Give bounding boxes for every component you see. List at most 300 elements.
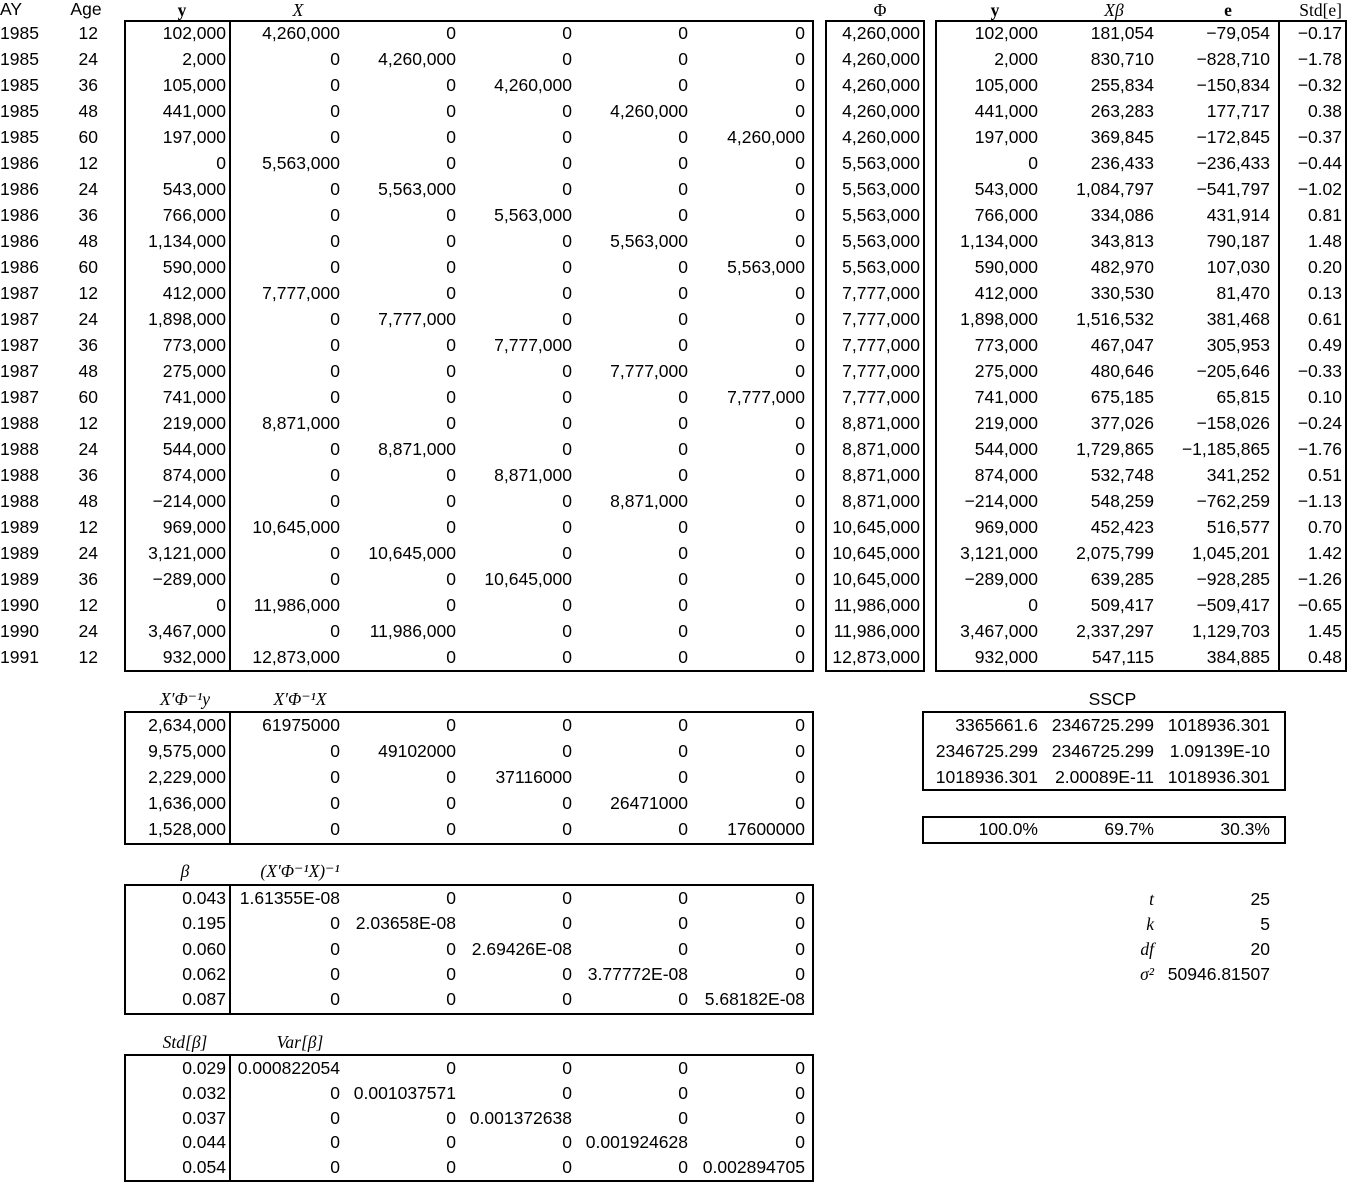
row-x-cell: 4,260,000 <box>494 75 572 95</box>
row-x-cell: 0 <box>562 309 572 329</box>
row-age: 36 <box>78 335 98 355</box>
row-e: −205,646 <box>1196 361 1270 381</box>
col-header-phi: Φ <box>873 0 887 20</box>
xtphi-mat-cell: 0 <box>562 793 572 813</box>
beta-mat-label: (X′Φ⁻¹X)⁻¹ <box>260 861 340 881</box>
row-x-cell: 0 <box>795 465 805 485</box>
row-y: 219,000 <box>162 413 226 433</box>
row-xbeta: 830,710 <box>1090 49 1154 69</box>
row-age: 24 <box>78 49 98 69</box>
row-age: 24 <box>78 543 98 563</box>
row-xbeta: 675,185 <box>1090 387 1154 407</box>
row-e: 1,129,703 <box>1192 621 1270 641</box>
std-beta-mat-cell: 0.001924628 <box>585 1132 688 1153</box>
row-xbeta: 377,026 <box>1090 413 1154 433</box>
col-header-ay: AY <box>0 0 23 19</box>
std-beta-mat-cell: 0 <box>330 1157 340 1178</box>
row-e: 107,030 <box>1206 257 1270 277</box>
row-x-cell: 0 <box>795 621 805 641</box>
xtphi-mat-cell: 0 <box>795 741 805 761</box>
row-xbeta: 330,530 <box>1090 283 1154 303</box>
row-e: 431,914 <box>1206 205 1270 225</box>
row-std-e: −0.37 <box>1297 127 1342 147</box>
row-phi: 4,260,000 <box>842 101 920 121</box>
xtphi-mat-cell: 0 <box>330 767 340 787</box>
row-x-cell: 8,871,000 <box>378 439 456 459</box>
std-beta-mat-cell: 0 <box>678 1058 688 1078</box>
xtphi-mat-cell: 0 <box>678 715 688 735</box>
row-x-cell: 0 <box>795 335 805 355</box>
row-x-cell: 0 <box>562 517 572 537</box>
row-phi: 8,871,000 <box>842 465 920 485</box>
sscp-cell: 2346725.299 <box>1051 741 1154 761</box>
row-x-cell: 7,777,000 <box>262 283 340 303</box>
row-std-e: −1.76 <box>1297 439 1342 459</box>
row-x-cell: 0 <box>330 257 340 277</box>
std-beta-mat-cell: 0 <box>446 1157 456 1178</box>
xtphi-vec-label: X′Φ⁻¹y <box>159 689 211 709</box>
row-x-cell: 5,563,000 <box>494 205 572 225</box>
sscp-pct-cell: 30.3% <box>1220 819 1270 839</box>
row-y: 3,121,000 <box>148 543 226 563</box>
xtphi-mat-cell: 0 <box>446 819 456 839</box>
std-beta-mat-cell: 0 <box>330 1107 340 1128</box>
xtphi-mat-cell: 0 <box>678 741 688 761</box>
xtphi-mat-cell: 49102000 <box>378 741 456 761</box>
row-x-cell: 0 <box>446 647 456 667</box>
row-x-cell: 0 <box>562 621 572 641</box>
std-beta-vec-cell: 0.037 <box>182 1107 226 1128</box>
row-phi: 4,260,000 <box>842 49 920 69</box>
beta-mat-cell: 2.03658E-08 <box>355 913 456 934</box>
std-beta-vec-cell: 0.044 <box>182 1132 226 1153</box>
row-ay: 1987 <box>0 335 39 355</box>
row-x-cell: 0 <box>562 127 572 147</box>
row-x-cell: 7,777,000 <box>378 309 456 329</box>
row-age: 24 <box>78 621 98 641</box>
row-x-cell: 0 <box>446 361 456 381</box>
row-std-e: −1.13 <box>1297 491 1342 511</box>
beta-mat-cell: 0 <box>330 913 340 934</box>
row-phi: 8,871,000 <box>842 413 920 433</box>
row-xbeta: 452,423 <box>1090 517 1154 537</box>
col-header-x: X <box>292 0 304 20</box>
row-x-cell: 0 <box>446 153 456 173</box>
row-xbeta: 639,285 <box>1090 569 1154 589</box>
sscp-cell: 1018936.301 <box>1167 715 1270 735</box>
row-e: −509,417 <box>1196 595 1270 615</box>
row-std-e: 0.10 <box>1307 387 1342 407</box>
row-age: 36 <box>78 569 98 589</box>
row-e: 81,470 <box>1216 283 1270 303</box>
row-y2: 412,000 <box>974 283 1038 303</box>
row-y: 2,000 <box>182 49 226 69</box>
row-y2: −289,000 <box>964 569 1038 589</box>
results-divider <box>1278 20 1280 672</box>
beta-mat-cell: 0 <box>446 989 456 1010</box>
std-beta-mat-cell: 0 <box>795 1082 805 1103</box>
row-y2: 3,467,000 <box>960 621 1038 641</box>
row-ay: 1988 <box>0 439 39 459</box>
stat-label: k <box>1146 914 1154 934</box>
beta-vec-cell: 0.060 <box>182 938 226 959</box>
xtphi-mat-cell: 0 <box>795 767 805 787</box>
row-xbeta: 236,433 <box>1090 153 1154 173</box>
row-phi: 10,645,000 <box>832 543 920 563</box>
row-ay: 1985 <box>0 49 39 69</box>
row-x-cell: 0 <box>678 335 688 355</box>
row-x-cell: 0 <box>446 413 456 433</box>
xtphi-mat-cell: 0 <box>678 819 688 839</box>
row-ay: 1985 <box>0 127 39 147</box>
row-x-cell: 0 <box>330 127 340 147</box>
row-e: −828,710 <box>1196 49 1270 69</box>
row-std-e: −0.33 <box>1297 361 1342 381</box>
beta-mat-cell: 0 <box>678 913 688 934</box>
row-age: 24 <box>78 309 98 329</box>
row-std-e: −1.78 <box>1297 49 1342 69</box>
row-ay: 1990 <box>0 621 39 641</box>
row-x-cell: 0 <box>678 283 688 303</box>
row-xbeta: 480,646 <box>1090 361 1154 381</box>
row-ay: 1986 <box>0 257 39 277</box>
row-std-e: −0.65 <box>1297 595 1342 615</box>
row-y: 197,000 <box>162 127 226 147</box>
row-std-e: 0.49 <box>1307 335 1342 355</box>
row-y: 932,000 <box>162 647 226 667</box>
row-y: 102,000 <box>162 23 226 43</box>
row-ay: 1991 <box>0 647 39 667</box>
std-beta-mat-cell: 0 <box>678 1082 688 1103</box>
row-y2: 543,000 <box>974 179 1038 199</box>
row-xbeta: 369,845 <box>1090 127 1154 147</box>
beta-vec-cell: 0.062 <box>182 963 226 984</box>
xtphi-mat-cell: 0 <box>330 819 340 839</box>
row-x-cell: 0 <box>562 413 572 433</box>
xtphi-mat-cell: 0 <box>562 741 572 761</box>
row-age: 12 <box>78 595 98 615</box>
stat-value: 25 <box>1250 889 1270 909</box>
row-phi: 10,645,000 <box>832 569 920 589</box>
row-xbeta: 1,516,532 <box>1076 309 1154 329</box>
row-y2: 1,898,000 <box>960 309 1038 329</box>
beta-vec-cell: 0.195 <box>182 913 226 934</box>
row-age: 12 <box>78 23 98 43</box>
row-y2: 102,000 <box>974 23 1038 43</box>
row-y: 1,134,000 <box>148 231 226 251</box>
std-beta-mat-cell: 0 <box>446 1107 456 1128</box>
row-x-cell: 0 <box>330 569 340 589</box>
row-x-cell: 8,871,000 <box>262 413 340 433</box>
row-y2: 2,000 <box>994 49 1038 69</box>
row-x-cell: 0 <box>446 595 456 615</box>
row-age: 60 <box>78 127 98 147</box>
row-std-e: 0.70 <box>1307 517 1342 537</box>
row-x-cell: 0 <box>678 595 688 615</box>
row-age: 60 <box>78 387 98 407</box>
row-std-e: 1.48 <box>1307 231 1342 251</box>
row-x-cell: 0 <box>562 595 572 615</box>
row-x-cell: 7,777,000 <box>610 361 688 381</box>
row-ay: 1985 <box>0 23 39 43</box>
row-phi: 4,260,000 <box>842 127 920 147</box>
row-x-cell: 4,260,000 <box>378 49 456 69</box>
beta-mat-cell: 0 <box>562 963 572 984</box>
row-x-cell: 0 <box>446 465 456 485</box>
row-e: 384,885 <box>1206 647 1270 667</box>
sscp-cell: 3365661.6 <box>955 715 1038 735</box>
row-std-e: 0.51 <box>1307 465 1342 485</box>
row-y2: −214,000 <box>964 491 1038 511</box>
row-phi: 5,563,000 <box>842 153 920 173</box>
row-e: 341,252 <box>1206 465 1270 485</box>
row-y: −289,000 <box>152 569 226 589</box>
row-x-cell: 0 <box>446 491 456 511</box>
row-ay: 1986 <box>0 205 39 225</box>
row-x-cell: 0 <box>330 101 340 121</box>
row-std-e: 0.20 <box>1307 257 1342 277</box>
std-beta-mat-cell: 0 <box>446 1132 456 1153</box>
row-xbeta: 343,813 <box>1090 231 1154 251</box>
stat-label: t <box>1149 889 1154 909</box>
row-y2: 741,000 <box>974 387 1038 407</box>
row-xbeta: 1,729,865 <box>1076 439 1154 459</box>
row-y: 773,000 <box>162 335 226 355</box>
row-x-cell: 0 <box>562 491 572 511</box>
col-header-xbeta: Xβ <box>1104 0 1124 20</box>
xtphi-mat-cell: 26471000 <box>610 793 688 813</box>
row-x-cell: 4,260,000 <box>727 127 805 147</box>
beta-mat-cell: 0 <box>795 938 805 959</box>
row-phi: 7,777,000 <box>842 361 920 381</box>
beta-mat-cell: 0 <box>562 989 572 1010</box>
row-phi: 10,645,000 <box>832 517 920 537</box>
row-y2: 0 <box>1028 595 1038 615</box>
row-age: 12 <box>78 517 98 537</box>
row-x-cell: 0 <box>562 23 572 43</box>
row-x-cell: 0 <box>562 543 572 563</box>
row-x-cell: 0 <box>795 491 805 511</box>
row-x-cell: 0 <box>446 283 456 303</box>
row-xbeta: 548,259 <box>1090 491 1154 511</box>
row-x-cell: 0 <box>678 569 688 589</box>
row-x-cell: 0 <box>795 595 805 615</box>
std-beta-mat-cell: 0.001372638 <box>469 1107 572 1128</box>
beta-mat-cell: 5.68182E-08 <box>704 989 805 1010</box>
row-y: 766,000 <box>162 205 226 225</box>
xtphi-mat-cell: 37116000 <box>495 767 572 787</box>
row-ay: 1989 <box>0 543 39 563</box>
xtphi-vec-cell: 2,634,000 <box>148 715 226 735</box>
row-std-e: −0.32 <box>1297 75 1342 95</box>
row-x-cell: 0 <box>562 101 572 121</box>
row-e: −79,054 <box>1206 23 1270 43</box>
row-y2: 932,000 <box>974 647 1038 667</box>
col-header-age: Age <box>70 0 102 19</box>
row-y2: 766,000 <box>974 205 1038 225</box>
row-x-cell: 8,871,000 <box>494 465 572 485</box>
row-ay: 1989 <box>0 517 39 537</box>
row-x-cell: 0 <box>562 49 572 69</box>
col-header-y2: y <box>990 0 1000 20</box>
std-beta-vec-cell: 0.032 <box>182 1082 226 1103</box>
std-beta-mat-cell: 0 <box>562 1132 572 1153</box>
beta-mat-cell: 0 <box>330 963 340 984</box>
row-x-cell: 0 <box>678 257 688 277</box>
row-x-cell: 0 <box>330 361 340 381</box>
row-std-e: −0.24 <box>1297 413 1342 433</box>
row-y: −214,000 <box>152 491 226 511</box>
beta-mat-cell: 0 <box>562 888 572 908</box>
beta-mat-cell: 0 <box>795 963 805 984</box>
row-x-cell: 0 <box>446 569 456 589</box>
std-beta-mat-cell: 0 <box>795 1058 805 1078</box>
beta-vec-label: β <box>180 861 190 881</box>
row-ay: 1987 <box>0 387 39 407</box>
xtphi-mat-cell: 0 <box>562 819 572 839</box>
row-xbeta: 263,283 <box>1090 101 1154 121</box>
row-y: 741,000 <box>162 387 226 407</box>
row-std-e: 0.81 <box>1307 205 1342 225</box>
std-beta-mat-cell: 0.002894705 <box>702 1157 805 1178</box>
row-ay: 1987 <box>0 309 39 329</box>
beta-mat-cell: 0 <box>446 938 456 959</box>
xtphi-mat-cell: 0 <box>446 715 456 735</box>
row-ay: 1985 <box>0 101 39 121</box>
row-e: −172,845 <box>1196 127 1270 147</box>
row-x-cell: 0 <box>795 75 805 95</box>
row-phi: 7,777,000 <box>842 283 920 303</box>
row-e: −541,797 <box>1196 179 1270 199</box>
row-x-cell: 0 <box>446 127 456 147</box>
xtphi-mat-cell: 0 <box>330 793 340 813</box>
row-ay: 1986 <box>0 153 39 173</box>
beta-mat-cell: 0 <box>795 913 805 934</box>
row-x-cell: 0 <box>678 153 688 173</box>
row-y: 0 <box>216 595 226 615</box>
row-e: −150,834 <box>1196 75 1270 95</box>
row-y2: 3,121,000 <box>960 543 1038 563</box>
row-e: −762,259 <box>1196 491 1270 511</box>
stat-value: 20 <box>1250 939 1270 959</box>
row-y: 544,000 <box>162 439 226 459</box>
std-beta-vec-label: Std[β] <box>162 1032 208 1052</box>
row-y2: 197,000 <box>974 127 1038 147</box>
stat-value: 5 <box>1260 914 1270 934</box>
row-x-cell: 0 <box>795 413 805 433</box>
row-x-cell: 0 <box>795 309 805 329</box>
row-y: 3,467,000 <box>148 621 226 641</box>
row-x-cell: 0 <box>678 23 688 43</box>
row-xbeta: 547,115 <box>1092 647 1154 667</box>
xtphi-mat-cell: 0 <box>562 715 572 735</box>
row-x-cell: 7,777,000 <box>727 387 805 407</box>
row-x-cell: 5,563,000 <box>610 231 688 251</box>
row-ay: 1986 <box>0 179 39 199</box>
beta-mat-cell: 0 <box>562 913 572 934</box>
row-x-cell: 0 <box>562 387 572 407</box>
row-y2: 0 <box>1028 153 1038 173</box>
row-x-cell: 0 <box>330 205 340 225</box>
row-x-cell: 12,873,000 <box>252 647 340 667</box>
row-ay: 1987 <box>0 361 39 381</box>
row-x-cell: 0 <box>795 543 805 563</box>
row-y: 1,898,000 <box>148 309 226 329</box>
row-phi: 11,986,000 <box>833 595 920 615</box>
std-beta-mat-cell: 0 <box>330 1082 340 1103</box>
row-x-cell: 0 <box>562 153 572 173</box>
xtphi-vec-cell: 1,528,000 <box>148 819 226 839</box>
std-beta-mat-cell: 0 <box>795 1132 805 1153</box>
row-age: 36 <box>78 205 98 225</box>
xtphi-mat-cell: 0 <box>446 793 456 813</box>
row-x-cell: 0 <box>678 465 688 485</box>
beta-mat-cell: 0 <box>446 963 456 984</box>
row-x-cell: 0 <box>795 283 805 303</box>
std-beta-vec-cell: 0.029 <box>182 1058 226 1078</box>
row-ay: 1987 <box>0 283 39 303</box>
row-phi: 7,777,000 <box>842 387 920 407</box>
row-x-cell: 7,777,000 <box>494 335 572 355</box>
row-x-cell: 0 <box>678 127 688 147</box>
row-x-cell: 0 <box>446 335 456 355</box>
stat-label: df <box>1140 939 1154 959</box>
beta-mat-cell: 0 <box>330 989 340 1010</box>
row-ay: 1986 <box>0 231 39 251</box>
row-e: 790,187 <box>1206 231 1270 251</box>
row-x-cell: 0 <box>795 439 805 459</box>
row-x-cell: 0 <box>795 205 805 225</box>
row-x-cell: 0 <box>562 361 572 381</box>
row-x-cell: 0 <box>795 153 805 173</box>
xtphi-mat-cell: 17600000 <box>727 819 805 839</box>
std-beta-mat-cell: 0 <box>446 1058 456 1078</box>
row-x-cell: 0 <box>330 335 340 355</box>
row-age: 60 <box>78 257 98 277</box>
row-std-e: −0.17 <box>1297 23 1342 43</box>
row-std-e: 0.13 <box>1307 283 1342 303</box>
row-x-cell: 0 <box>562 179 572 199</box>
row-y: 441,000 <box>162 101 226 121</box>
row-std-e: 0.61 <box>1307 309 1342 329</box>
row-x-cell: 0 <box>330 387 340 407</box>
row-xbeta: 1,084,797 <box>1076 179 1154 199</box>
row-std-e: −1.02 <box>1297 179 1342 199</box>
row-x-cell: 5,563,000 <box>378 179 456 199</box>
row-phi: 8,871,000 <box>842 491 920 511</box>
row-age: 48 <box>78 101 98 121</box>
sscp-pct-cell: 69.7% <box>1104 819 1154 839</box>
row-x-cell: 0 <box>678 49 688 69</box>
row-x-cell: 0 <box>330 75 340 95</box>
row-x-cell: 4,260,000 <box>610 101 688 121</box>
row-y2: 105,000 <box>974 75 1038 95</box>
row-x-cell: 0 <box>330 179 340 199</box>
row-y: 0 <box>216 153 226 173</box>
xtphi-mat-cell: 0 <box>330 741 340 761</box>
row-x-cell: 0 <box>678 205 688 225</box>
beta-mat-cell: 1.61355E-08 <box>239 888 340 908</box>
row-y2: 441,000 <box>974 101 1038 121</box>
row-e: 177,717 <box>1206 101 1270 121</box>
stat-label: σ² <box>1140 964 1154 984</box>
row-x-cell: 0 <box>562 439 572 459</box>
std-beta-mat-label: Var[β] <box>276 1032 324 1052</box>
row-x-cell: 5,563,000 <box>262 153 340 173</box>
row-phi: 12,873,000 <box>832 647 920 667</box>
row-x-cell: 0 <box>795 49 805 69</box>
xtphi-mat-label: X′Φ⁻¹X <box>273 689 327 709</box>
